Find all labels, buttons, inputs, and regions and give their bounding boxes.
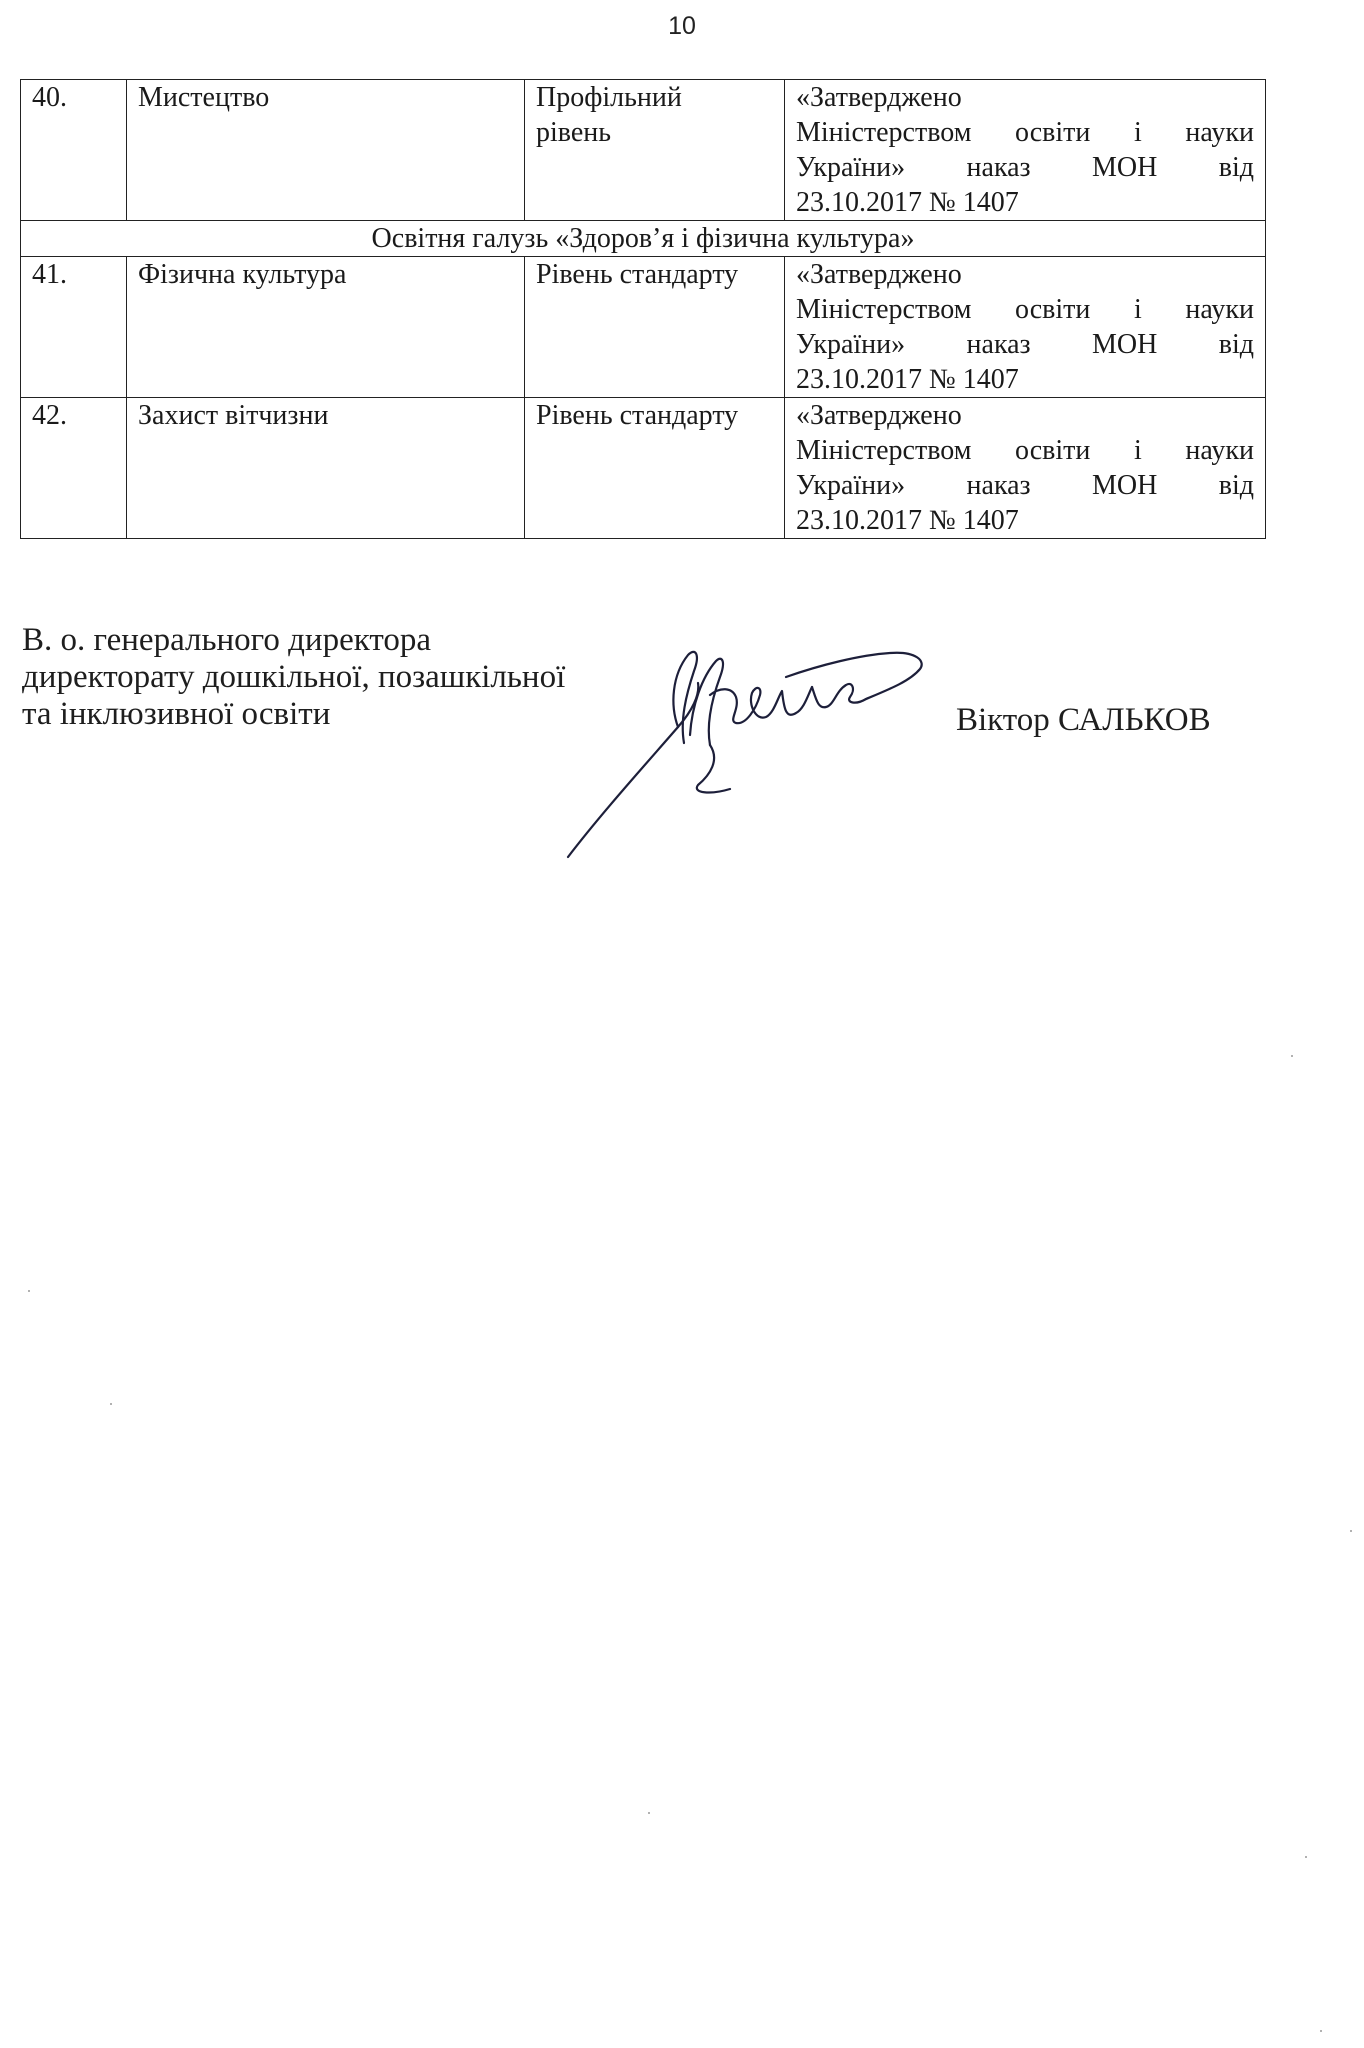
curriculum-table — [20, 79, 1266, 539]
signatory-title-line: директорату дошкільної, позашкільної — [22, 659, 566, 695]
row-number: 40. — [21, 80, 127, 221]
table-row — [21, 398, 1266, 539]
scan-speck — [648, 1812, 650, 1814]
study-level: Рівень стандарту — [525, 398, 785, 539]
study-level: Рівень стандарту — [525, 257, 785, 398]
scan-speck — [1350, 1530, 1352, 1532]
scan-speck — [28, 1290, 30, 1292]
table-row — [21, 257, 1266, 398]
scan-speck — [110, 1403, 112, 1405]
section-header: Освітня галузь «Здоров’я і фізична культура» — [21, 221, 1266, 257]
subject-name: Захист вітчизни — [127, 398, 525, 539]
signatory-title-line: та інклюзивної освіти — [22, 696, 331, 732]
signatory-title — [22, 622, 565, 733]
scan-speck — [1305, 1856, 1307, 1858]
page-number: 10 — [668, 12, 696, 40]
row-number: 41. — [21, 257, 127, 398]
approval-reference: «Затверджено Міністерством освіти і науки України» наказ МОН від 23.10.2017 № 1407 — [785, 257, 1266, 398]
signatory-title-line: В. о. генерального директора — [22, 622, 431, 658]
row-number: 42. — [21, 398, 127, 539]
approval-reference: «Затверджено Міністерством освіти і науки України» наказ МОН від 23.10.2017 № 1407 — [785, 80, 1266, 221]
scan-speck — [1320, 2030, 1322, 2032]
scan-speck — [1291, 1055, 1293, 1057]
section-header-row — [21, 221, 1266, 257]
signatory-name: Віктор САЛЬКОВ — [956, 702, 1211, 738]
table-row — [21, 80, 1266, 221]
study-level: Профільний рівень — [525, 80, 785, 221]
handwritten-signature — [560, 625, 960, 865]
subject-name: Фізична культура — [127, 257, 525, 398]
subject-name: Мистецтво — [127, 80, 525, 221]
approval-reference: «Затверджено Міністерством освіти і науки України» наказ МОН від 23.10.2017 № 1407 — [785, 398, 1266, 539]
